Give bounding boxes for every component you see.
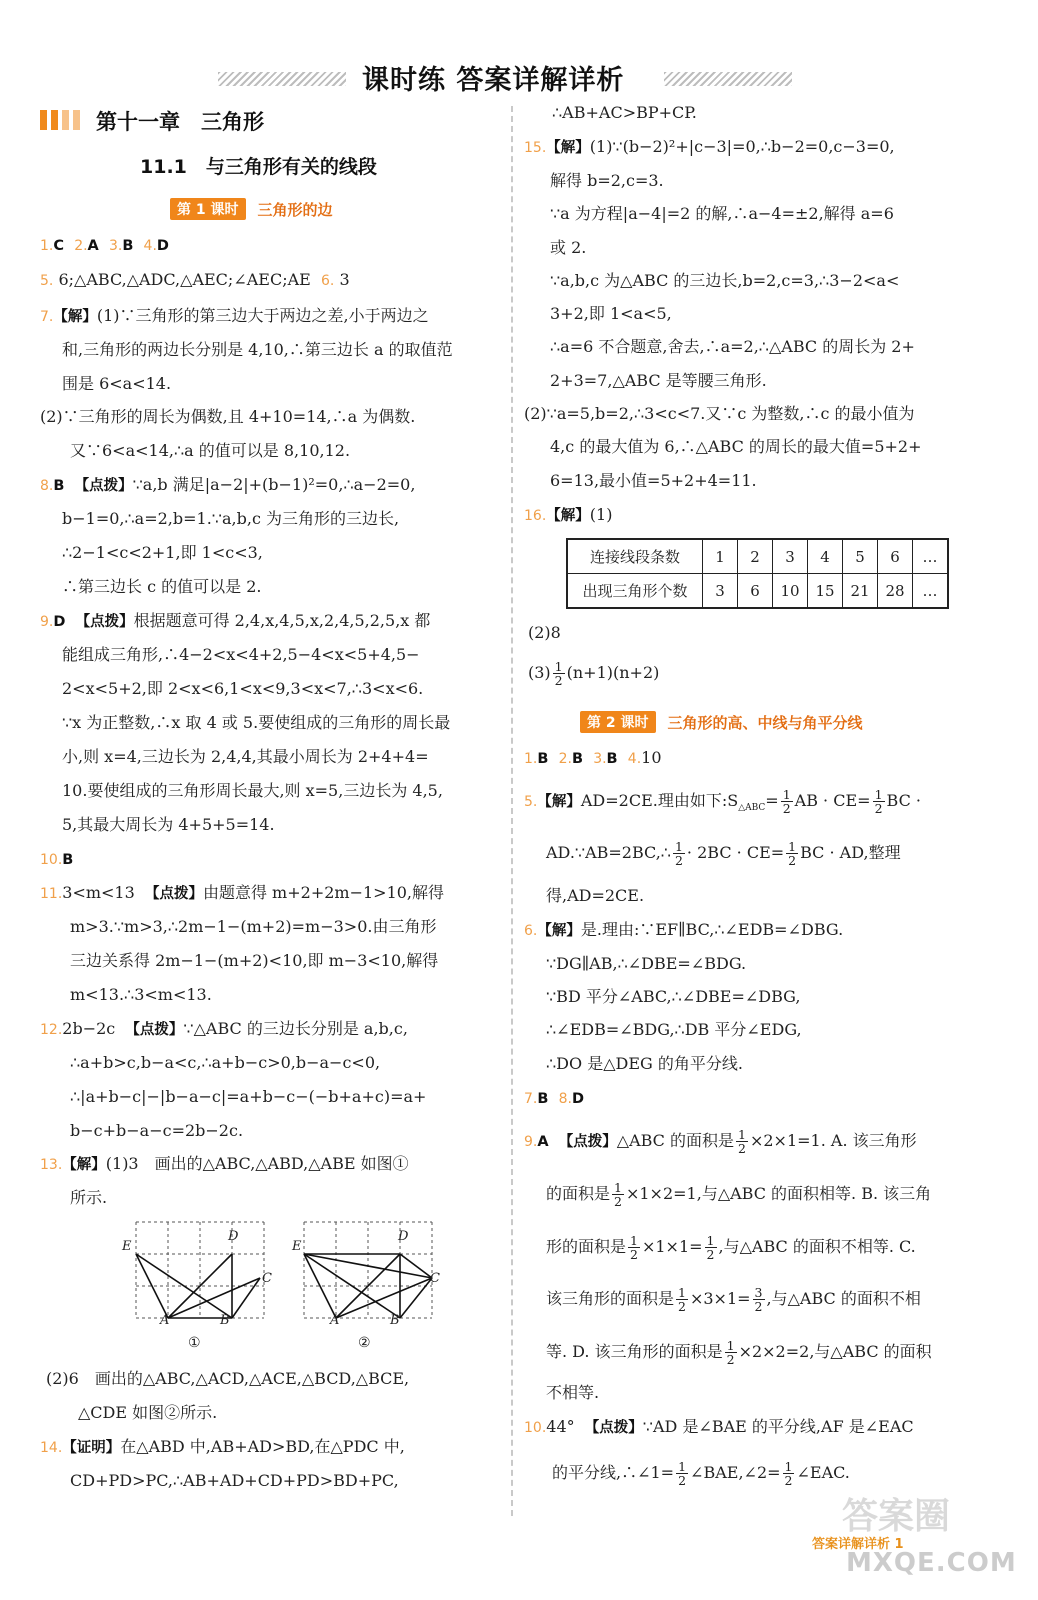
table-row: 连接线段条数 1 2 3 4 5 6 … (567, 539, 948, 574)
lesson-1-badge: 第 1 课时 (170, 198, 246, 220)
watermark-url: MXQE.COM (846, 1548, 1017, 1578)
fig2-label-E: E (292, 1239, 302, 1254)
fig1-label-B: B (220, 1313, 230, 1328)
lesson-1-title: 三角形的边 (257, 200, 333, 219)
header-hatch-left (218, 72, 346, 86)
watermark-logo: 答案圈 (842, 1496, 951, 1537)
figure-1 (136, 1222, 264, 1318)
figure-2-caption: ② (358, 1335, 371, 1351)
page-number: 1 (894, 1537, 904, 1552)
fig2-label-D: D (398, 1229, 409, 1244)
answers-r-7-8: 7.B 8.D (524, 1091, 584, 1107)
row-header: 出现三角形个数 (567, 574, 703, 609)
column-divider (511, 106, 513, 1516)
answer-5-6: 5. 6;△ABC,△ADC,△AEC;∠AEC;AE 6. 3 (40, 270, 350, 289)
lesson-2-title: 三角形的高、中线与角平分线 (667, 713, 863, 732)
answers-1-4: 1.C 2.A 3.B 4.D (40, 238, 169, 254)
row-header: 连接线段条数 (567, 539, 703, 574)
section-title: 11.1 与三角形有关的线段 (140, 156, 377, 178)
footer-label: 答案详解详析 (812, 1537, 891, 1552)
page-header (0, 54, 1038, 98)
header-hatch-right (664, 72, 792, 86)
fig1-label-C: C (262, 1271, 272, 1286)
fig2-label-B: B (390, 1313, 400, 1328)
fig1-label-A: A (160, 1313, 170, 1328)
chapter-title: 第十一章 三角形 (96, 110, 264, 134)
chapter-icon (40, 110, 84, 134)
answers-r-1-4: 1.B 2.B 3.B 4.10 (524, 748, 662, 767)
figure-2 (304, 1222, 432, 1318)
lesson-2-badge: 第 2 课时 (580, 711, 656, 733)
fig2-label-C: C (430, 1271, 440, 1286)
answer-10: 10.B (40, 852, 74, 868)
page-title: 课时练 答案详解详析 (362, 65, 625, 96)
figure-1-caption: ① (188, 1335, 201, 1351)
fig1-label-D: D (228, 1229, 239, 1244)
fig2-label-A: A (330, 1313, 340, 1328)
triangle-count-table (566, 538, 949, 609)
lesson-1-header (170, 198, 333, 218)
table-row: 出现三角形个数 3 6 10 15 21 28 … (567, 574, 948, 609)
continuation-line: ∴AB+AC>BP+CP. (552, 103, 697, 122)
lesson-2-header (580, 711, 863, 731)
fig1-label-E: E (122, 1239, 132, 1254)
